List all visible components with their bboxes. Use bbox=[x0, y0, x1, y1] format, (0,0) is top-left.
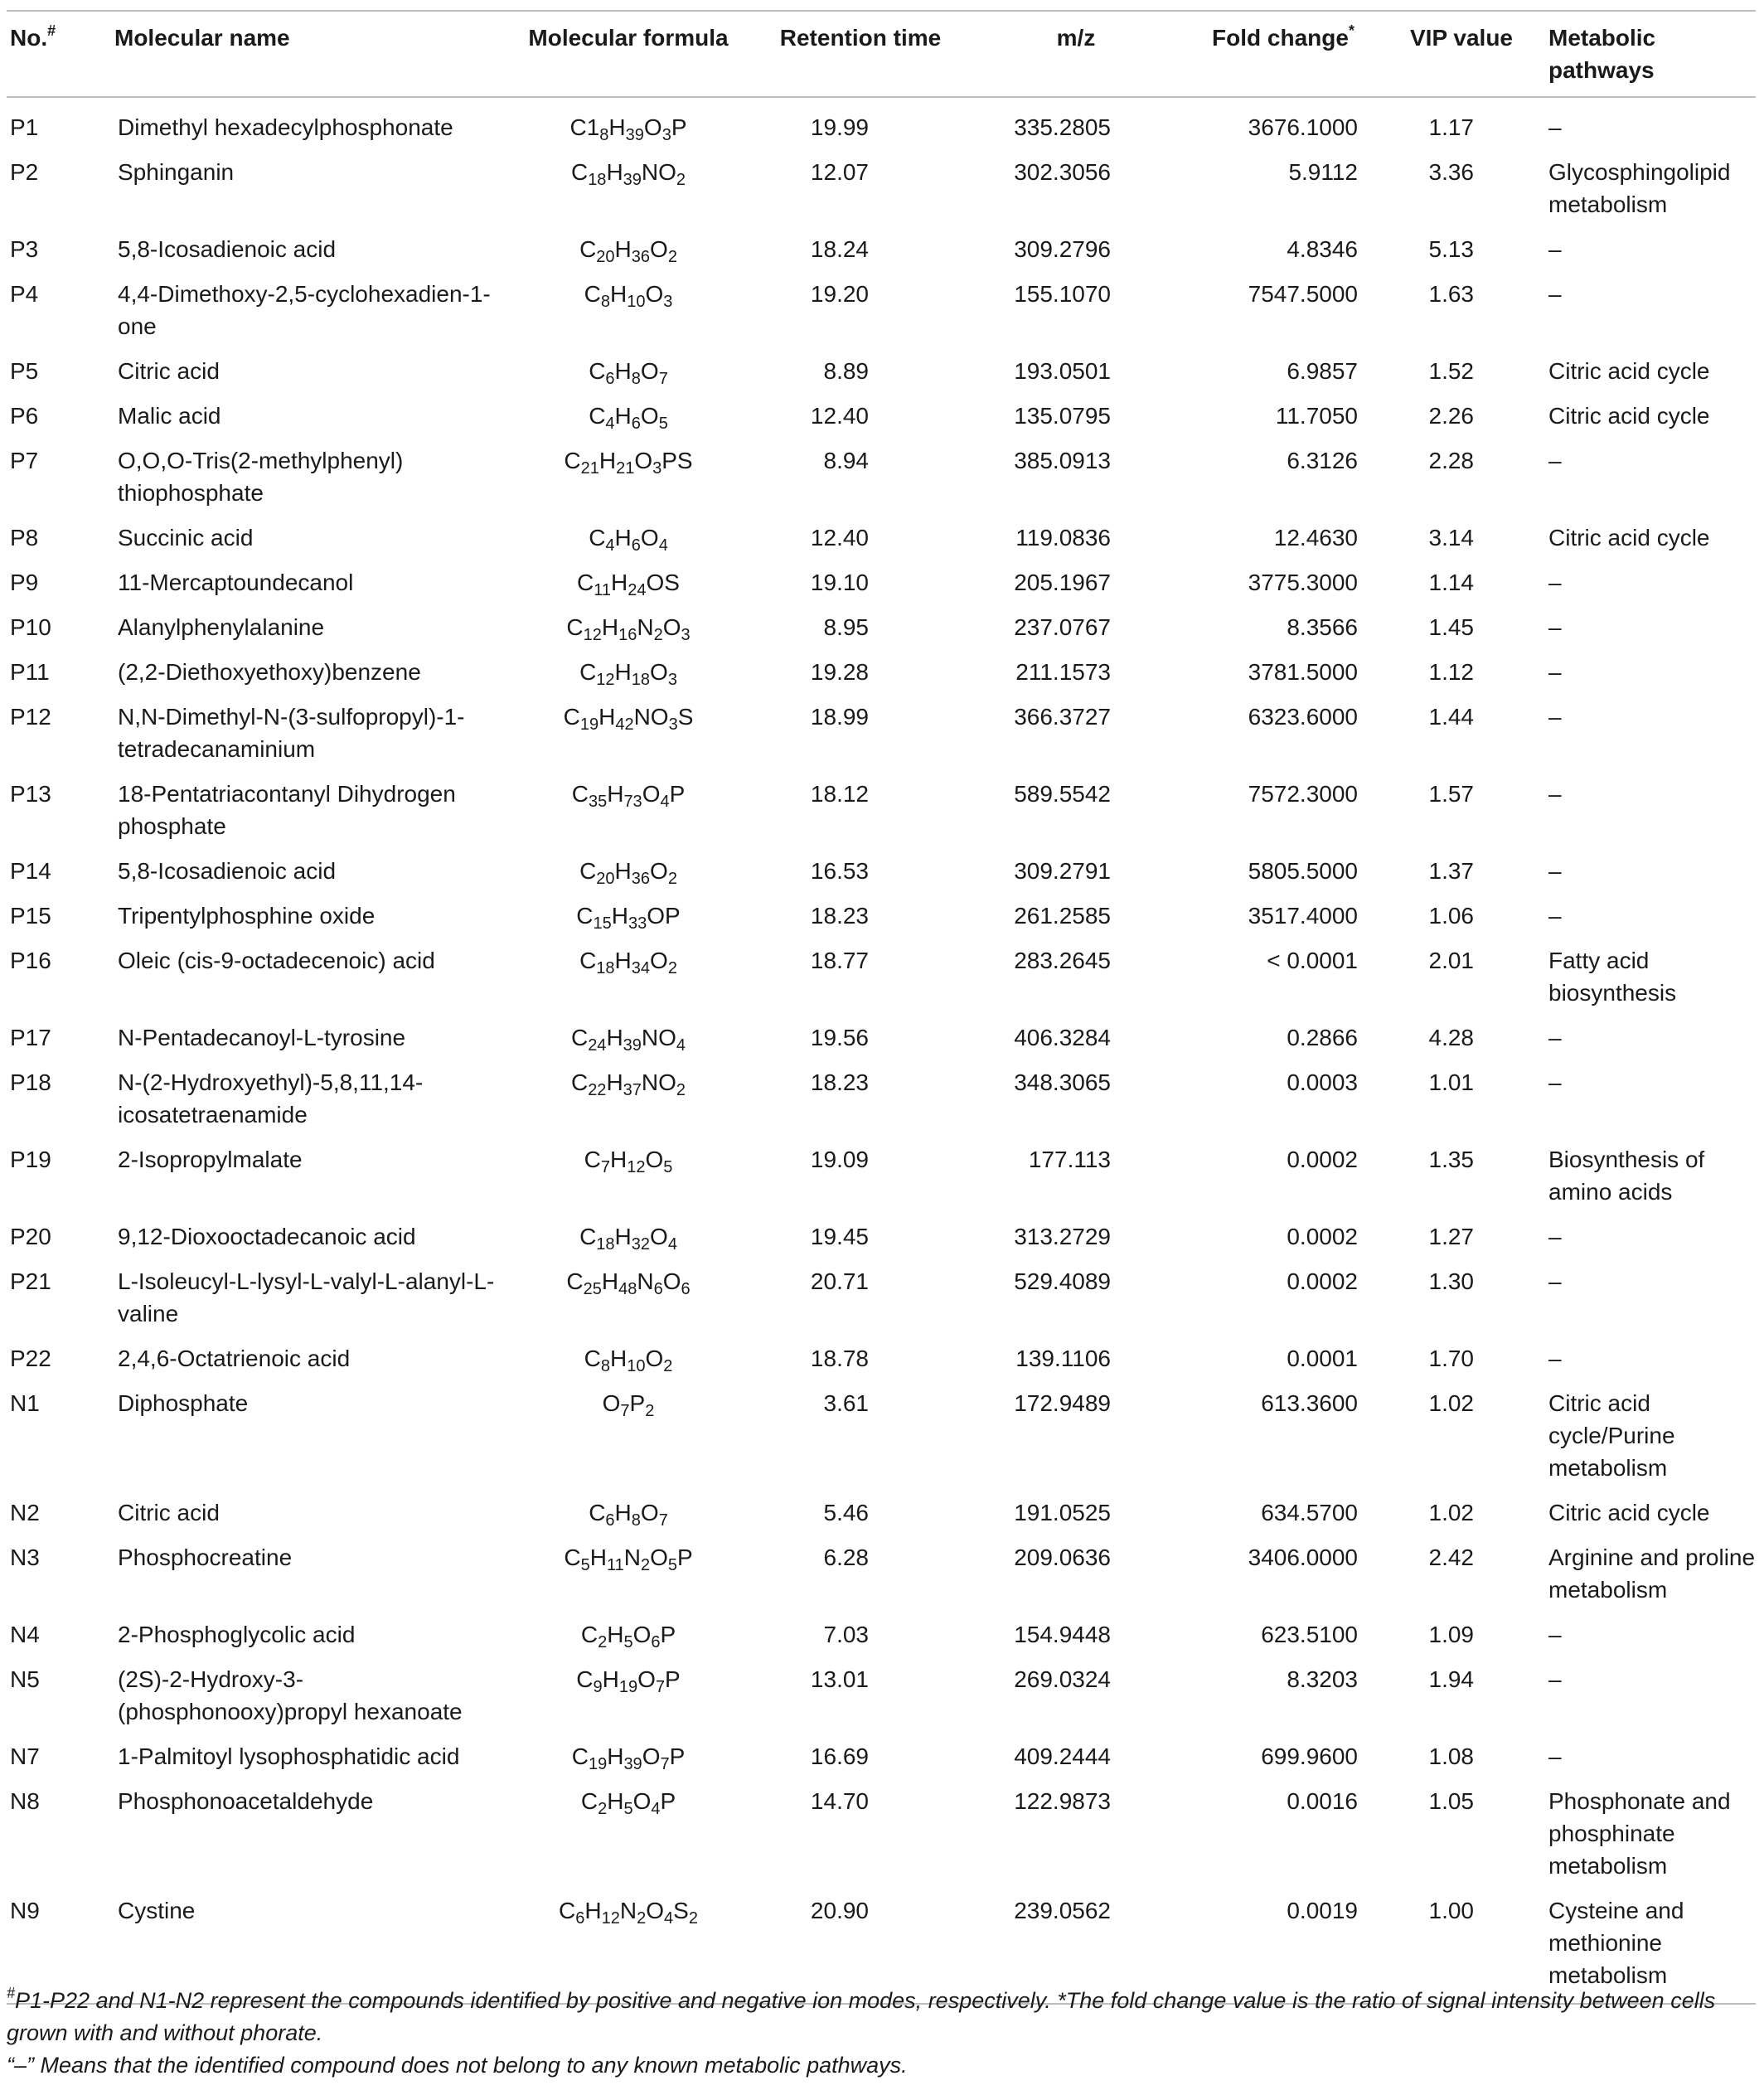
compound-id-cell: P19 bbox=[10, 1147, 51, 1172]
mz-value-cell: 205.1967 bbox=[1014, 570, 1111, 595]
molecular-formula-cell: $C_{11}H_{24}OS$ bbox=[577, 570, 680, 599]
retention-time-cell: 12.07 bbox=[810, 159, 869, 185]
fold-change-cell: 0.2866 bbox=[1287, 1025, 1358, 1050]
table-row bbox=[7, 605, 1756, 650]
compound-id-cell: P10 bbox=[10, 614, 51, 640]
mz-value-cell: 529.4089 bbox=[1014, 1268, 1111, 1294]
vip-value-cell: 1.12 bbox=[1428, 659, 1474, 685]
molecular-name-cell: Diphosphate bbox=[118, 1390, 249, 1416]
molecular-name-cell: 4,4-Dimethoxy-2,5-cyclohexadien-1-one bbox=[118, 281, 491, 339]
vip-value-cell: 1.57 bbox=[1428, 781, 1474, 807]
fold-change-cell: 0.0019 bbox=[1184, 1889, 1383, 2004]
retention-time-cell: 19.28 bbox=[810, 659, 869, 685]
vip-value-cell: 1.35 bbox=[1428, 1147, 1474, 1172]
compound-id-cell: P22 bbox=[10, 1346, 51, 1371]
metabolic-pathway-cell: – bbox=[1548, 1069, 1562, 1095]
mz-value-cell: 177.113 bbox=[1028, 1147, 1111, 1172]
vip-value-cell: 1.94 bbox=[1428, 1666, 1474, 1692]
metabolic-pathway-cell: – bbox=[1548, 1622, 1562, 1647]
mz-value-cell: 237.0767 bbox=[1014, 614, 1111, 640]
vip-value-cell: 1.09 bbox=[1428, 1622, 1474, 1647]
molecular-formula-cell: $C_9H_{19}O_7P$ bbox=[576, 1666, 681, 1696]
retention-time-cell: 18.12 bbox=[810, 781, 869, 807]
compound-id-cell: P5 bbox=[10, 358, 39, 384]
metabolic-pathway-cell: – bbox=[1548, 1268, 1562, 1294]
compound-id-cell: P3 bbox=[10, 236, 39, 262]
header-vip-value: VIP value bbox=[1383, 11, 1540, 97]
retention-time-cell: 12.40 bbox=[810, 403, 869, 429]
mz-value-cell: 269.0324 bbox=[1014, 1666, 1111, 1692]
table-row bbox=[7, 439, 1756, 516]
fold-change-cell: 623.5100 bbox=[1261, 1622, 1358, 1647]
molecular-formula-cell: $C_{18}H_{32}O_4$ bbox=[579, 1224, 677, 1254]
molecular-name-cell: Phosphocreatine bbox=[118, 1545, 293, 1570]
fold-change-cell: 6.3126 bbox=[1287, 448, 1358, 473]
fold-change-cell: 5.9112 bbox=[1288, 159, 1358, 185]
fold-change-cell: 6.9857 bbox=[1287, 358, 1358, 384]
vip-value-cell: 2.01 bbox=[1428, 948, 1474, 973]
retention-time-cell: 19.10 bbox=[810, 570, 869, 595]
vip-value-cell: 1.52 bbox=[1428, 358, 1474, 384]
vip-value-cell: 2.28 bbox=[1428, 448, 1474, 473]
fold-change-cell: 8.3566 bbox=[1287, 614, 1358, 640]
footnote-ion-modes: #P1-P22 and N1-N2 represent the compounds identified by positive and negative ion modes, respectively. *The fold change value is the ratio of signal intensity between cells grown with and without phorate. bbox=[7, 1985, 1716, 2045]
mz-value-cell: 155.1070 bbox=[1014, 281, 1111, 307]
retention-time-cell: 19.20 bbox=[810, 281, 869, 307]
molecular-formula-cell: $C_{18}H_{39}NO_2$ bbox=[570, 159, 686, 189]
molecular-name-cell: Citric acid bbox=[118, 358, 220, 384]
vip-value-cell: 1.70 bbox=[1428, 1346, 1474, 1371]
molecular-formula-cell: $C_2H_5O_6P$ bbox=[580, 1622, 676, 1651]
molecular-name-cell: Phosphonoacetaldehyde bbox=[118, 1788, 374, 1814]
fold-change-cell: 634.5700 bbox=[1261, 1500, 1358, 1525]
retention-time-cell: 19.56 bbox=[810, 1025, 869, 1050]
vip-value-cell: 2.26 bbox=[1428, 403, 1474, 429]
table-row bbox=[7, 1336, 1756, 1381]
fold-change-cell: 0.0002 bbox=[1287, 1147, 1358, 1172]
vip-value-cell: 1.30 bbox=[1428, 1268, 1474, 1294]
molecular-name-cell: Malic acid bbox=[118, 403, 221, 429]
vip-value-cell: 1.02 bbox=[1428, 1500, 1474, 1525]
retention-time-cell: 7.03 bbox=[823, 1622, 869, 1647]
mz-value-cell: 302.3056 bbox=[1014, 159, 1111, 185]
retention-time-cell: 18.23 bbox=[810, 1069, 869, 1095]
molecular-name-cell: Oleic (cis-9-octadecenoic) acid bbox=[118, 948, 435, 973]
retention-time-cell: 20.71 bbox=[810, 1268, 869, 1294]
retention-time-cell: 3.61 bbox=[823, 1390, 869, 1416]
table-row bbox=[7, 394, 1756, 439]
retention-time-cell: 8.94 bbox=[823, 448, 869, 473]
footnote-dash-meaning: “–” Means that the identified compound does not belong to any known metabolic pathways. bbox=[7, 2053, 908, 2078]
table-row bbox=[7, 516, 1756, 560]
header-no: No.# bbox=[7, 11, 114, 97]
table-row bbox=[7, 560, 1756, 605]
metabolic-pathway-cell: – bbox=[1548, 570, 1562, 595]
compound-id-cell: P17 bbox=[10, 1025, 51, 1050]
mz-value-cell: 385.0913 bbox=[1014, 448, 1111, 473]
molecular-formula-cell: $C_5H_{11}N_2O_5P$ bbox=[564, 1545, 693, 1574]
fold-change-cell: 0.0002 bbox=[1287, 1224, 1358, 1249]
header-molecular-formula: Molecular formula bbox=[504, 11, 753, 97]
fold-change-cell: < 0.0001 bbox=[1267, 948, 1358, 973]
molecular-name-cell: Cystine bbox=[114, 1889, 504, 2004]
compound-id-cell: P20 bbox=[10, 1224, 51, 1249]
molecular-name-cell: L-Isoleucyl-L-lysyl-L-valyl-L-alanyl-L-valine bbox=[118, 1268, 495, 1326]
table-row bbox=[7, 1657, 1756, 1734]
compound-id-cell: P13 bbox=[10, 781, 51, 807]
table-row bbox=[7, 1535, 1756, 1612]
retention-time-cell: 18.78 bbox=[810, 1346, 869, 1371]
retention-time-cell: 16.69 bbox=[810, 1743, 869, 1769]
molecular-name-cell: Alanylphenylalanine bbox=[118, 614, 325, 640]
fold-change-cell: 12.4630 bbox=[1273, 525, 1358, 550]
mz-value-cell: 119.0836 bbox=[1015, 525, 1111, 550]
compound-id-cell: P12 bbox=[10, 704, 51, 730]
molecular-name-cell: (2,2-Diethoxyethoxy)benzene bbox=[118, 659, 421, 685]
retention-time-cell: 5.46 bbox=[823, 1500, 869, 1525]
retention-time-cell: 16.53 bbox=[810, 858, 869, 884]
metabolic-pathway-cell: – bbox=[1548, 659, 1562, 685]
mz-value-cell: 283.2645 bbox=[1014, 948, 1111, 973]
molecular-name-cell: 1-Palmitoyl lysophosphatidic acid bbox=[118, 1743, 460, 1769]
retention-time-cell: 19.09 bbox=[810, 1147, 869, 1172]
molecular-name-cell: 18-Pentatriacontanyl Dihydrogen phosphate bbox=[118, 781, 456, 839]
metabolic-pathway-cell: Arginine and proline metabolism bbox=[1548, 1545, 1756, 1603]
metabolic-pathway-cell: Phosphonate and phosphinate metabolism bbox=[1548, 1788, 1731, 1879]
compound-id-cell: N4 bbox=[10, 1622, 40, 1647]
metabolic-pathway-cell: – bbox=[1548, 114, 1562, 140]
compound-id-cell: P1 bbox=[10, 114, 39, 140]
retention-time-cell: 8.95 bbox=[823, 614, 869, 640]
compound-id-cell: P2 bbox=[10, 159, 39, 185]
retention-time-cell: 18.24 bbox=[810, 236, 869, 262]
table-body bbox=[7, 97, 1756, 2004]
table-row bbox=[7, 1215, 1756, 1259]
fold-change-cell: 5805.5000 bbox=[1248, 858, 1358, 884]
metabolic-pathway-cell: – bbox=[1548, 448, 1562, 473]
molecular-formula-cell: $C_{25}H_{48}N_6O_6$ bbox=[566, 1268, 691, 1298]
molecular-formula-cell: $C1_8H_{39}O_3P$ bbox=[569, 114, 687, 144]
compound-id-cell: P14 bbox=[10, 858, 51, 884]
vip-value-cell: 1.14 bbox=[1428, 570, 1474, 595]
fold-change-cell: 3676.1000 bbox=[1248, 114, 1358, 140]
retention-time-cell: 8.89 bbox=[823, 358, 869, 384]
fold-change-cell: 8.3203 bbox=[1287, 1666, 1358, 1692]
fold-change-cell: 3517.4000 bbox=[1248, 903, 1358, 929]
metabolic-pathway-cell: Citric acid cycle bbox=[1548, 403, 1710, 429]
compound-id-cell: P21 bbox=[10, 1268, 51, 1294]
retention-time-cell: 19.45 bbox=[810, 1224, 869, 1249]
fold-change-cell: 699.9600 bbox=[1261, 1743, 1358, 1769]
molecular-name-cell: Succinic acid bbox=[118, 525, 254, 550]
table-row bbox=[7, 1381, 1756, 1491]
fold-change-cell: 11.7050 bbox=[1275, 403, 1358, 429]
mz-value-cell: 366.3727 bbox=[1014, 704, 1111, 730]
metabolic-pathway-cell: – bbox=[1548, 281, 1562, 307]
molecular-formula-cell: $C_{20}H_{36}O_2$ bbox=[579, 858, 677, 888]
table-row bbox=[7, 772, 1756, 849]
metabolic-pathway-cell: Citric acid cycle bbox=[1548, 358, 1710, 384]
molecular-formula-cell: $C_6H_{12}N_2O_4S_2$ bbox=[504, 1889, 753, 2004]
retention-time-cell: 19.99 bbox=[810, 114, 869, 140]
vip-value-cell: 1.02 bbox=[1428, 1390, 1474, 1416]
table-row bbox=[7, 1016, 1756, 1060]
compound-id-cell: N7 bbox=[10, 1743, 40, 1769]
mz-value-cell: 313.2729 bbox=[1014, 1224, 1111, 1249]
molecular-name-cell: 2-Phosphoglycolic acid bbox=[118, 1622, 356, 1647]
compound-id-cell: P7 bbox=[10, 448, 39, 473]
table-row bbox=[7, 272, 1756, 349]
molecular-formula-cell: $C_{35}H_{73}O_4P$ bbox=[571, 781, 686, 811]
table-row bbox=[7, 894, 1756, 938]
vip-value-cell: 1.27 bbox=[1428, 1224, 1474, 1249]
molecular-name-cell: 11-Mercaptoundecanol bbox=[118, 570, 354, 595]
compound-table bbox=[7, 10, 1756, 2005]
table-header bbox=[7, 11, 1756, 97]
molecular-formula-cell: $C_{19}H_{42}NO_3S$ bbox=[563, 704, 694, 734]
molecular-name-cell: 2,4,6-Octatrienoic acid bbox=[118, 1346, 351, 1371]
molecular-formula-cell: $C_8H_{10}O_2$ bbox=[584, 1346, 673, 1375]
compound-id-cell: P4 bbox=[10, 281, 39, 307]
vip-value-cell: 1.01 bbox=[1428, 1069, 1474, 1095]
table-row bbox=[7, 1612, 1756, 1657]
mz-value-cell: 589.5542 bbox=[1014, 781, 1111, 807]
retention-time-cell: 18.23 bbox=[810, 903, 869, 929]
fold-change-cell: 0.0003 bbox=[1287, 1069, 1358, 1095]
compound-id-cell: P18 bbox=[10, 1069, 51, 1095]
fold-change-cell: 3781.5000 bbox=[1248, 659, 1358, 685]
table-row bbox=[7, 97, 1756, 150]
mz-value-cell: 139.1106 bbox=[1015, 1346, 1111, 1371]
vip-value-cell: 1.05 bbox=[1428, 1788, 1474, 1814]
vip-value-cell: 1.06 bbox=[1428, 903, 1474, 929]
header-mz: m/z bbox=[968, 11, 1184, 97]
fold-change-cell: 0.0002 bbox=[1287, 1268, 1358, 1294]
mz-value-cell: 135.0795 bbox=[1014, 403, 1111, 429]
mz-value-cell: 335.2805 bbox=[1014, 114, 1111, 140]
compound-id-cell: N8 bbox=[10, 1788, 40, 1814]
fold-change-cell: 7547.5000 bbox=[1248, 281, 1358, 307]
mz-value-cell: 172.9489 bbox=[1014, 1390, 1111, 1416]
metabolic-pathway-cell: Citric acid cycle/Purine metabolism bbox=[1548, 1390, 1675, 1481]
compound-id-cell: P8 bbox=[10, 525, 39, 550]
molecular-name-cell: Tripentylphosphine oxide bbox=[118, 903, 376, 929]
metabolic-pathway-cell: – bbox=[1548, 858, 1562, 884]
molecular-name-cell: Dimethyl hexadecylphosphonate bbox=[118, 114, 453, 140]
metabolic-pathway-cell: – bbox=[1548, 1743, 1562, 1769]
retention-time-cell: 12.40 bbox=[810, 525, 869, 550]
vip-value-cell: 3.14 bbox=[1428, 525, 1474, 550]
compound-id-cell: N1 bbox=[10, 1390, 40, 1416]
header-fold-change: Fold change* bbox=[1184, 11, 1383, 97]
molecular-formula-cell: $C_{20}H_{36}O_2$ bbox=[579, 236, 677, 266]
metabolic-pathway-cell: Biosynthesis of amino acids bbox=[1548, 1147, 1705, 1205]
metabolic-pathway-cell: – bbox=[1548, 781, 1562, 807]
metabolic-pathway-cell: – bbox=[1548, 614, 1562, 640]
retention-time-cell: 20.90 bbox=[753, 1889, 968, 2004]
molecular-name-cell: 5,8-Icosadienoic acid bbox=[118, 858, 337, 884]
mz-value-cell: 409.2444 bbox=[1014, 1743, 1111, 1769]
table-row bbox=[7, 150, 1756, 227]
vip-value-cell: 1.45 bbox=[1428, 614, 1474, 640]
compound-id-cell: P9 bbox=[10, 570, 39, 595]
fold-change-cell: 613.3600 bbox=[1261, 1390, 1358, 1416]
mz-value-cell: 309.2796 bbox=[1014, 236, 1111, 262]
metabolic-pathway-cell: – bbox=[1548, 236, 1562, 262]
table-row bbox=[7, 1137, 1756, 1215]
molecular-name-cell: N-Pentadecanoyl-L-tyrosine bbox=[118, 1025, 406, 1050]
mz-value-cell: 209.0636 bbox=[1014, 1545, 1111, 1570]
mz-value-cell: 406.3284 bbox=[1014, 1025, 1111, 1050]
compound-id-cell: N2 bbox=[10, 1500, 40, 1525]
fold-change-cell: 6323.6000 bbox=[1248, 704, 1358, 730]
table-row bbox=[7, 938, 1756, 1016]
table-row bbox=[7, 849, 1756, 894]
table-row bbox=[7, 1734, 1756, 1779]
retention-time-cell: 6.28 bbox=[823, 1545, 869, 1570]
retention-time-cell: 18.99 bbox=[810, 704, 869, 730]
retention-time-cell: 13.01 bbox=[810, 1666, 869, 1692]
molecular-formula-cell: $C_{12}H_{18}O_3$ bbox=[579, 659, 677, 689]
retention-time-cell: 18.77 bbox=[810, 948, 869, 973]
compound-id-cell: P15 bbox=[10, 903, 51, 929]
metabolic-pathway-cell: Cysteine and methionine metabolism bbox=[1540, 1889, 1756, 2004]
vip-value-cell: 1.17 bbox=[1428, 114, 1474, 140]
compound-id-cell: P6 bbox=[10, 403, 39, 429]
vip-value-cell: 3.36 bbox=[1428, 159, 1474, 185]
metabolic-pathway-cell: – bbox=[1548, 704, 1562, 730]
vip-value-cell: 1.63 bbox=[1428, 281, 1474, 307]
molecular-name-cell: N,N-Dimethyl-N-(3-sulfopropyl)-1-tetradecanaminium bbox=[118, 704, 465, 762]
molecular-formula-cell: $C_2H_5O_4P$ bbox=[580, 1788, 676, 1818]
fold-change-cell: 0.0001 bbox=[1287, 1346, 1358, 1371]
molecular-formula-cell: $C_{22}H_{37}NO_2$ bbox=[570, 1069, 686, 1099]
mz-value-cell: 193.0501 bbox=[1014, 358, 1111, 384]
molecular-formula-cell: $C_8H_{10}O_3$ bbox=[584, 281, 673, 311]
vip-value-cell: 4.28 bbox=[1428, 1025, 1474, 1050]
retention-time-cell: 14.70 bbox=[810, 1788, 869, 1814]
metabolic-pathway-cell: Glycosphingolipid metabolism bbox=[1548, 159, 1731, 217]
fold-change-cell: 0.0016 bbox=[1287, 1788, 1358, 1814]
compound-id-cell: N9 bbox=[7, 1889, 114, 2004]
mz-value-cell: 261.2585 bbox=[1014, 903, 1111, 929]
molecular-formula-cell: $C_6H_8O_7$ bbox=[589, 358, 668, 388]
metabolic-pathway-cell: Citric acid cycle bbox=[1548, 525, 1710, 550]
vip-value-cell: 1.44 bbox=[1428, 704, 1474, 730]
vip-value-cell: 1.37 bbox=[1428, 858, 1474, 884]
fold-change-cell: 7572.3000 bbox=[1248, 781, 1358, 807]
metabolic-pathway-cell: – bbox=[1548, 1224, 1562, 1249]
vip-value-cell: 1.00 bbox=[1383, 1889, 1540, 2004]
molecular-name-cell: 9,12-Dioxooctadecanoic acid bbox=[118, 1224, 416, 1249]
metabolic-pathway-cell: Fatty acid biosynthesis bbox=[1548, 948, 1677, 1006]
mz-value-cell: 191.0525 bbox=[1014, 1500, 1111, 1525]
mz-value-cell: 309.2791 bbox=[1014, 858, 1111, 884]
vip-value-cell: 5.13 bbox=[1428, 236, 1474, 262]
molecular-name-cell: 5,8-Icosadienoic acid bbox=[118, 236, 337, 262]
molecular-formula-cell: $O_7P_2$ bbox=[602, 1390, 655, 1420]
mz-value-cell: 239.0562 bbox=[968, 1889, 1184, 2004]
fold-change-cell: 3775.3000 bbox=[1248, 570, 1358, 595]
fold-change-cell: 3406.0000 bbox=[1248, 1545, 1358, 1570]
table-row bbox=[7, 1779, 1756, 1889]
vip-value-cell: 1.08 bbox=[1428, 1743, 1474, 1769]
metabolic-pathway-cell: – bbox=[1548, 1025, 1562, 1050]
molecular-formula-cell: $C_4H_6O_5$ bbox=[589, 403, 668, 433]
table-row bbox=[7, 695, 1756, 772]
table-row bbox=[7, 1491, 1756, 1535]
table-row bbox=[7, 1259, 1756, 1336]
metabolic-pathway-cell: Citric acid cycle bbox=[1548, 1500, 1710, 1525]
molecular-formula-cell: $C_{24}H_{39}NO_4$ bbox=[570, 1025, 686, 1055]
molecular-name-cell: Sphinganin bbox=[118, 159, 235, 185]
molecular-formula-cell: $C_4H_6O_4$ bbox=[589, 525, 668, 555]
compound-id-cell: N3 bbox=[10, 1545, 40, 1570]
table-row bbox=[7, 227, 1756, 272]
molecular-formula-cell: $C_{12}H_{16}N_2O_3$ bbox=[566, 614, 691, 644]
compound-id-cell: P16 bbox=[10, 948, 51, 973]
molecular-formula-cell: $C_6H_8O_7$ bbox=[589, 1500, 668, 1530]
molecular-name-cell: (2S)-2-Hydroxy-3-(phosphonooxy)propyl hexanoate bbox=[118, 1666, 463, 1724]
compound-id-cell: P11 bbox=[10, 659, 50, 685]
table-row bbox=[7, 650, 1756, 695]
molecular-name-cell: O,O,O-Tris(2-methylphenyl) thiophosphate bbox=[118, 448, 404, 506]
metabolic-pathway-cell: – bbox=[1548, 903, 1562, 929]
molecular-formula-cell: $C_{19}H_{39}O_7P$ bbox=[571, 1743, 686, 1773]
molecular-formula-cell: $C_{21}H_{21}O_3PS$ bbox=[564, 448, 693, 478]
compound-id-cell: N5 bbox=[10, 1666, 40, 1692]
fold-change-cell: 4.8346 bbox=[1287, 236, 1358, 262]
metabolic-pathway-cell: – bbox=[1548, 1346, 1562, 1371]
molecular-name-cell: N-(2-Hydroxyethyl)-5,8,11,14-icosatetraenamide bbox=[118, 1069, 424, 1128]
molecular-formula-cell: $C_7H_{12}O_5$ bbox=[584, 1147, 673, 1176]
mz-value-cell: 154.9448 bbox=[1014, 1622, 1111, 1647]
vip-value-cell: 2.42 bbox=[1428, 1545, 1474, 1570]
mz-value-cell: 211.1573 bbox=[1015, 659, 1111, 685]
mz-value-cell: 348.3065 bbox=[1014, 1069, 1111, 1095]
header-molecular-name: Molecular name bbox=[114, 11, 504, 97]
molecular-name-cell: Citric acid bbox=[118, 1500, 220, 1525]
header-retention-time: Retention time bbox=[753, 11, 968, 97]
molecular-formula-cell: $C_{18}H_{34}O_2$ bbox=[579, 948, 677, 977]
header-metabolic-pathways: Metabolic pathways bbox=[1540, 11, 1756, 97]
molecular-formula-cell: $C_{15}H_{33}OP$ bbox=[576, 903, 681, 933]
table-footnotes bbox=[7, 1985, 1756, 2082]
mz-value-cell: 122.9873 bbox=[1014, 1788, 1111, 1814]
table-row bbox=[7, 1060, 1756, 1137]
table-row bbox=[7, 349, 1756, 394]
metabolic-pathway-cell: – bbox=[1548, 1666, 1562, 1692]
molecular-name-cell: 2-Isopropylmalate bbox=[118, 1147, 303, 1172]
